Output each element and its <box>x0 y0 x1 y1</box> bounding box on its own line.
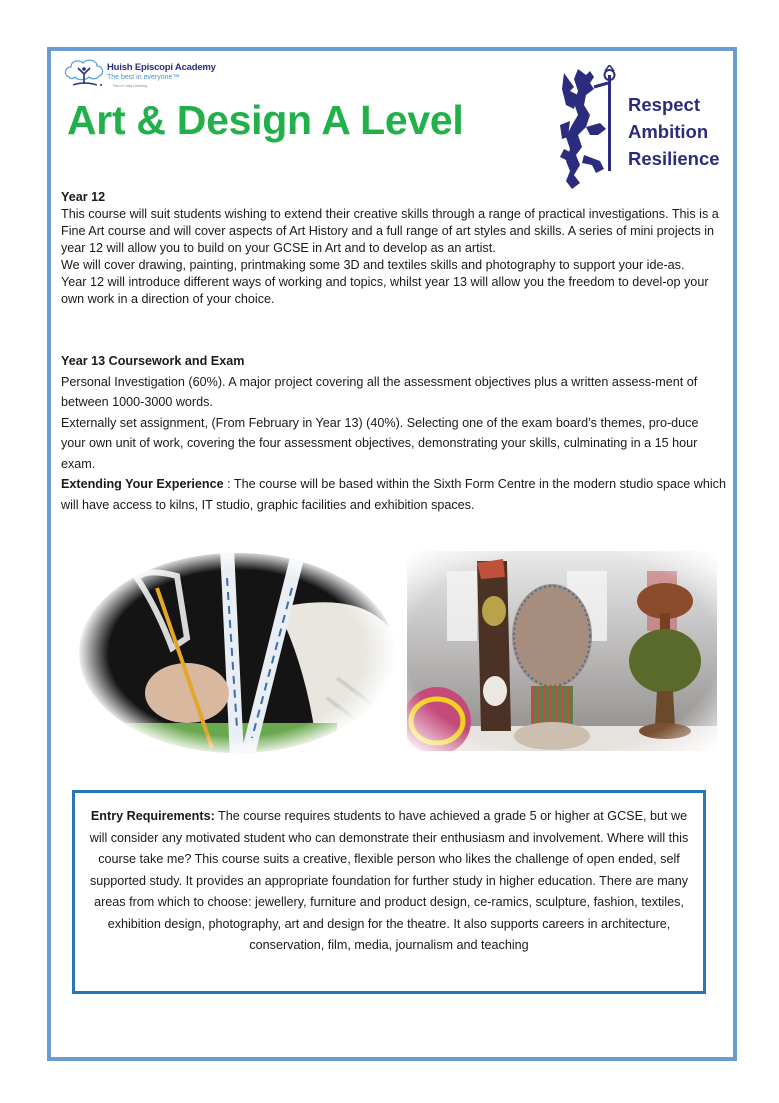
page-frame <box>47 47 737 1061</box>
entry-requirements-text <box>83 806 695 957</box>
academy-logo <box>63 57 216 93</box>
academy-tagline: The best in everyone™ <box>107 74 180 81</box>
year13-heading: Year 13 Coursework and Exam <box>61 354 245 368</box>
school-crest <box>556 65 726 193</box>
extending-text: : The course will be based within the Sixth Form Centre in the modern studio space which will have access to kilns, IT studio, graphic facilities and exhibition spaces. <box>61 477 726 512</box>
year12-paragraph: We will cover drawing, painting, printmaking some 3D and textiles skills and photography to support your ide-as. <box>61 258 685 272</box>
value-resilience: Resilience <box>628 148 720 169</box>
value-ambition: Ambition <box>628 121 709 142</box>
year12-heading: Year 12 <box>61 190 106 204</box>
page-title: Art & Design A Level <box>67 97 464 143</box>
sculptures-photo <box>407 551 717 751</box>
entry-requirements-label: Entry Requirements: <box>90 809 215 823</box>
value-respect: Respect <box>628 94 700 115</box>
year12-paragraph: This course will suit students wishing to extend their creative skills through a range of practical investigations. This is a Fine Art course and will cover aspects of Art History and a full range of art styles and skills. A series of mini projects in year 12 will allow you to build on your GCSE in Art and to develop as an artist. <box>61 207 719 255</box>
student-painting-photo <box>77 548 397 758</box>
academy-name: Huish Episcopi Academy <box>107 62 216 73</box>
entry-requirements-body: The course requires students to have achieved a grade 5 or higher at GCSE, but we will consider any motivated student who can demonstrate their enthusiasm and involvement. Where will this course take me? This course suits a creative, flexible person who likes the challenge of open ended, self supported study. It provides an appropriate foundation for further study in higher education. There are many areas from which to choose: jewellery, furniture and product design, ce-ramics, sculpture, fashion, textiles, exhibition design, photography, art and design for the theatre. It also supports careers in architecture, conservation, film, media, journalism and teaching <box>89 809 689 952</box>
dragon-crest-icon <box>556 65 624 193</box>
year13-paragraph: Personal Investigation (60%). A major project covering all the assessment objectives plus a written assess-ment of between 1000-3000 words. <box>61 374 698 409</box>
year13-section <box>61 351 726 515</box>
academy-small-print: Part of Unity Learning <box>113 84 147 88</box>
photo-row <box>71 548 711 753</box>
tree-with-figure-icon <box>63 57 105 91</box>
year12-section <box>61 189 726 308</box>
extending-paragraph <box>61 474 726 515</box>
entry-requirements-box <box>72 790 706 994</box>
year12-paragraph: Year 12 will introduce different ways of working and topics, whilst year 13 will allow you the freedom to devel-op your own work in a direction of your choice. <box>61 275 709 306</box>
year13-paragraph: Externally set assignment, (From February in Year 13) (40%). Selecting one of the exam board’s themes, pro-duce your own unit of work, covering the four assessment objectives, demonstrating your skills, culminating in a 15 hour exam. <box>61 415 699 471</box>
school-values <box>628 91 720 172</box>
extending-label: Extending Your Experience <box>61 477 224 491</box>
